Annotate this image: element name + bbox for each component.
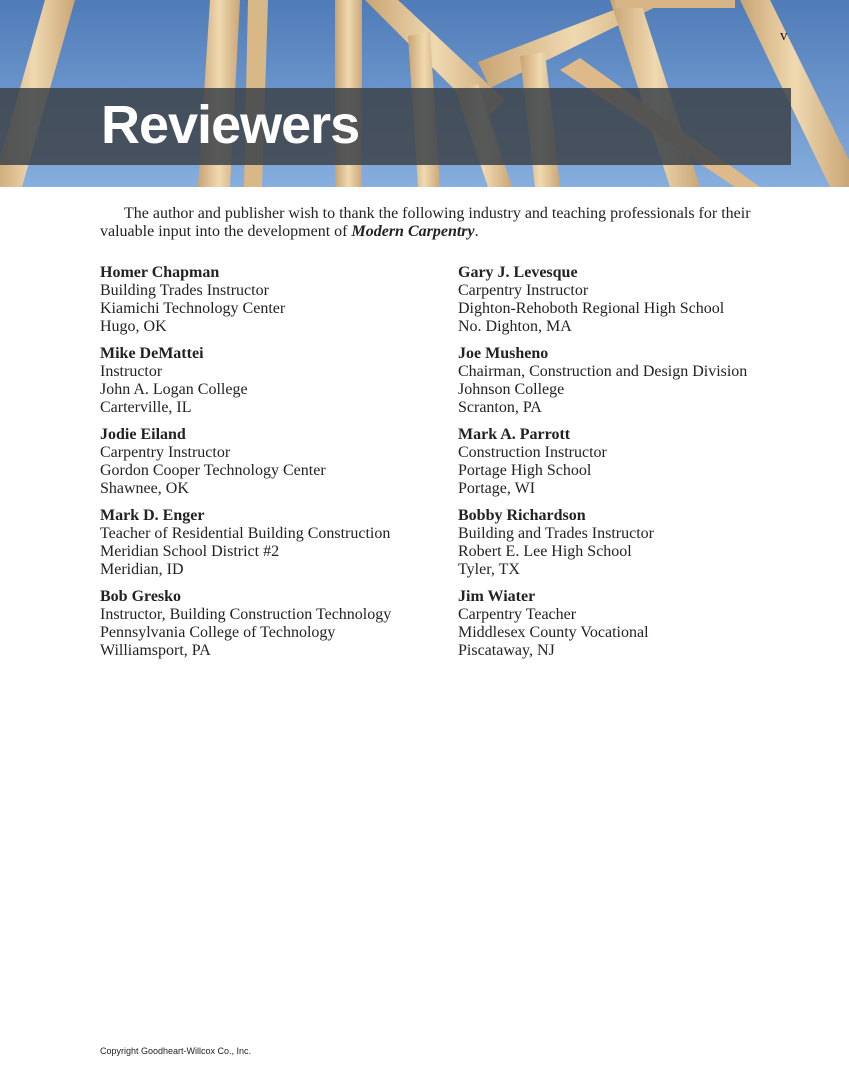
reviewer-organization: Middlesex County Vocational — [458, 624, 649, 641]
reviewer-location: Carterville, IL — [100, 399, 192, 416]
reviewer-column-right — [458, 264, 820, 669]
reviewer-entry — [458, 426, 820, 498]
reviewer-entry — [100, 507, 458, 579]
reviewer-entry — [100, 426, 458, 498]
reviewer-name: Bob Gresko — [100, 588, 182, 605]
reviewer-name: Gary J. Levesque — [458, 264, 578, 281]
reviewer-location: Piscataway, NJ — [458, 642, 555, 659]
reviewer-location: Tyler, TX — [458, 561, 520, 578]
reviewer-organization: John A. Logan College — [100, 381, 248, 398]
reviewer-role: Carpentry Instructor — [100, 444, 231, 461]
copyright-footer: Copyright Goodheart-Willcox Co., Inc. — [100, 1046, 252, 1056]
reviewer-location: No. Dighton, MA — [458, 318, 572, 335]
reviewer-entry — [100, 345, 458, 417]
reviewer-name: Jodie Eiland — [100, 426, 186, 443]
reviewer-organization: Kiamichi Technology Center — [100, 300, 286, 317]
reviewer-entry — [458, 507, 820, 579]
reviewer-organization: Portage High School — [458, 462, 592, 479]
reviewer-organization: Pennsylvania College of Technology — [100, 624, 336, 641]
reviewer-name: Mark D. Enger — [100, 507, 205, 524]
reviewer-name: Homer Chapman — [100, 264, 220, 281]
reviewer-location: Scranton, PA — [458, 399, 542, 416]
reviewer-location: Meridian, ID — [100, 561, 184, 578]
reviewer-role: Building and Trades Instructor — [458, 525, 654, 542]
reviewer-organization: Dighton-Rehoboth Regional High School — [458, 300, 725, 317]
reviewer-column-left — [100, 264, 458, 669]
reviewer-role: Instructor — [100, 363, 163, 380]
reviewer-role: Carpentry Instructor — [458, 282, 589, 299]
reviewer-name: Bobby Richardson — [458, 507, 586, 524]
page-number: v — [780, 28, 788, 44]
reviewer-location: Hugo, OK — [100, 318, 167, 335]
intro-end: . — [474, 223, 479, 240]
page-title: Reviewers — [101, 95, 360, 155]
reviewer-name: Mike DeMattei — [100, 345, 204, 362]
reviewer-location: Williamsport, PA — [100, 642, 211, 659]
reviewer-role: Instructor, Building Construction Technology — [100, 606, 392, 623]
reviewer-name: Jim Wiater — [458, 588, 536, 605]
reviewer-organization: Robert E. Lee High School — [458, 543, 632, 560]
reviewer-organization: Gordon Cooper Technology Center — [100, 462, 326, 479]
reviewer-list — [100, 264, 820, 669]
reviewer-entry — [100, 264, 458, 336]
reviewer-role: Carpentry Teacher — [458, 606, 577, 623]
intro-text: The author and publisher wish to thank the following industry and teaching professionals for their valuable input into the development of — [100, 205, 751, 240]
reviewer-entry — [458, 264, 820, 336]
reviewer-role: Teacher of Residential Building Construction — [100, 525, 391, 542]
reviewer-role: Construction Instructor — [458, 444, 607, 461]
reviewer-role: Building Trades Instructor — [100, 282, 269, 299]
reviewer-location: Shawnee, OK — [100, 480, 189, 497]
book-title: Modern Carpentry — [351, 223, 475, 240]
reviewer-name: Mark A. Parrott — [458, 426, 571, 443]
reviewer-role: Chairman, Construction and Design Division — [458, 363, 748, 380]
reviewer-entry — [458, 588, 820, 660]
intro-paragraph — [100, 205, 800, 241]
reviewer-entry — [458, 345, 820, 417]
reviewer-organization: Johnson College — [458, 381, 565, 398]
reviewer-name: Joe Musheno — [458, 345, 549, 362]
reviewer-location: Portage, WI — [458, 480, 536, 497]
reviewer-organization: Meridian School District #2 — [100, 543, 280, 560]
reviewer-entry — [100, 588, 458, 660]
